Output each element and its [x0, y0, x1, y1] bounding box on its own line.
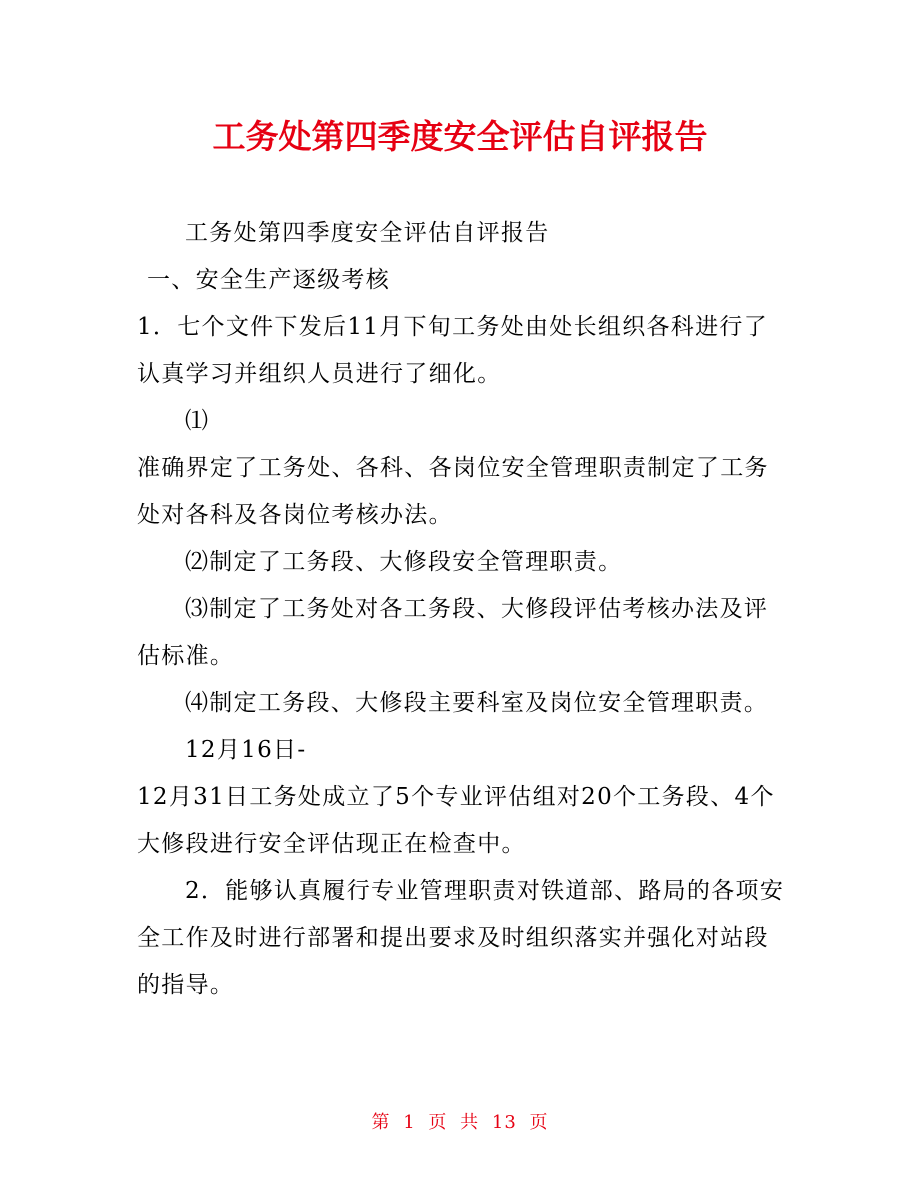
paragraph-item-2: 2．能够认真履行专业管理职责对铁道部、路局的各项安全工作及时进行部署和提出要求及时组织落实并强化对站段的指导。	[137, 878, 785, 998]
paragraph-date-start: 12月16日-	[185, 737, 307, 763]
footer-total-suffix: 页	[529, 1112, 549, 1133]
footer-prefix: 第	[371, 1112, 391, 1133]
page-footer	[0, 1108, 920, 1138]
paragraph-item-1: 1．七个文件下发后11月下旬工务处由处长组织各科进行了认真学习并组织人员进行了细化。	[137, 314, 768, 387]
paragraph-date-range: 12月31日工务处成立了5个专业评估组对20个工务段、4个大修段进行安全评估现正在检查中。	[137, 784, 775, 857]
document-title: 工务处第四季度安全评估自评报告	[212, 117, 708, 156]
paragraph-subitem-3: ⑶制定了工务处对各工务段、大修段评估考核办法及评估标准。	[137, 596, 769, 669]
footer-current-page: 1	[403, 1112, 416, 1133]
paragraph-subitem-1: 准确界定了工务处、各科、各岗位安全管理职责制定了工务处对各科及各岗位考核办法。	[137, 455, 769, 528]
paragraph-subitem-1-marker: ⑴	[185, 408, 210, 434]
paragraph-subtitle: 工务处第四季度安全评估自评报告	[185, 220, 550, 246]
footer-total-pages: 13	[491, 1112, 517, 1133]
paragraph-subitem-4: ⑷制定工务段、大修段主要科室及岗位安全管理职责。	[185, 690, 769, 716]
footer-total-prefix: 共	[460, 1112, 480, 1133]
paragraph-section-heading: 一、安全生产逐级考核	[147, 267, 390, 293]
footer-page-word: 页	[428, 1112, 448, 1133]
document-body	[137, 210, 787, 1009]
paragraph-subitem-2: ⑵制定了工务段、大修段安全管理职责。	[185, 549, 623, 575]
